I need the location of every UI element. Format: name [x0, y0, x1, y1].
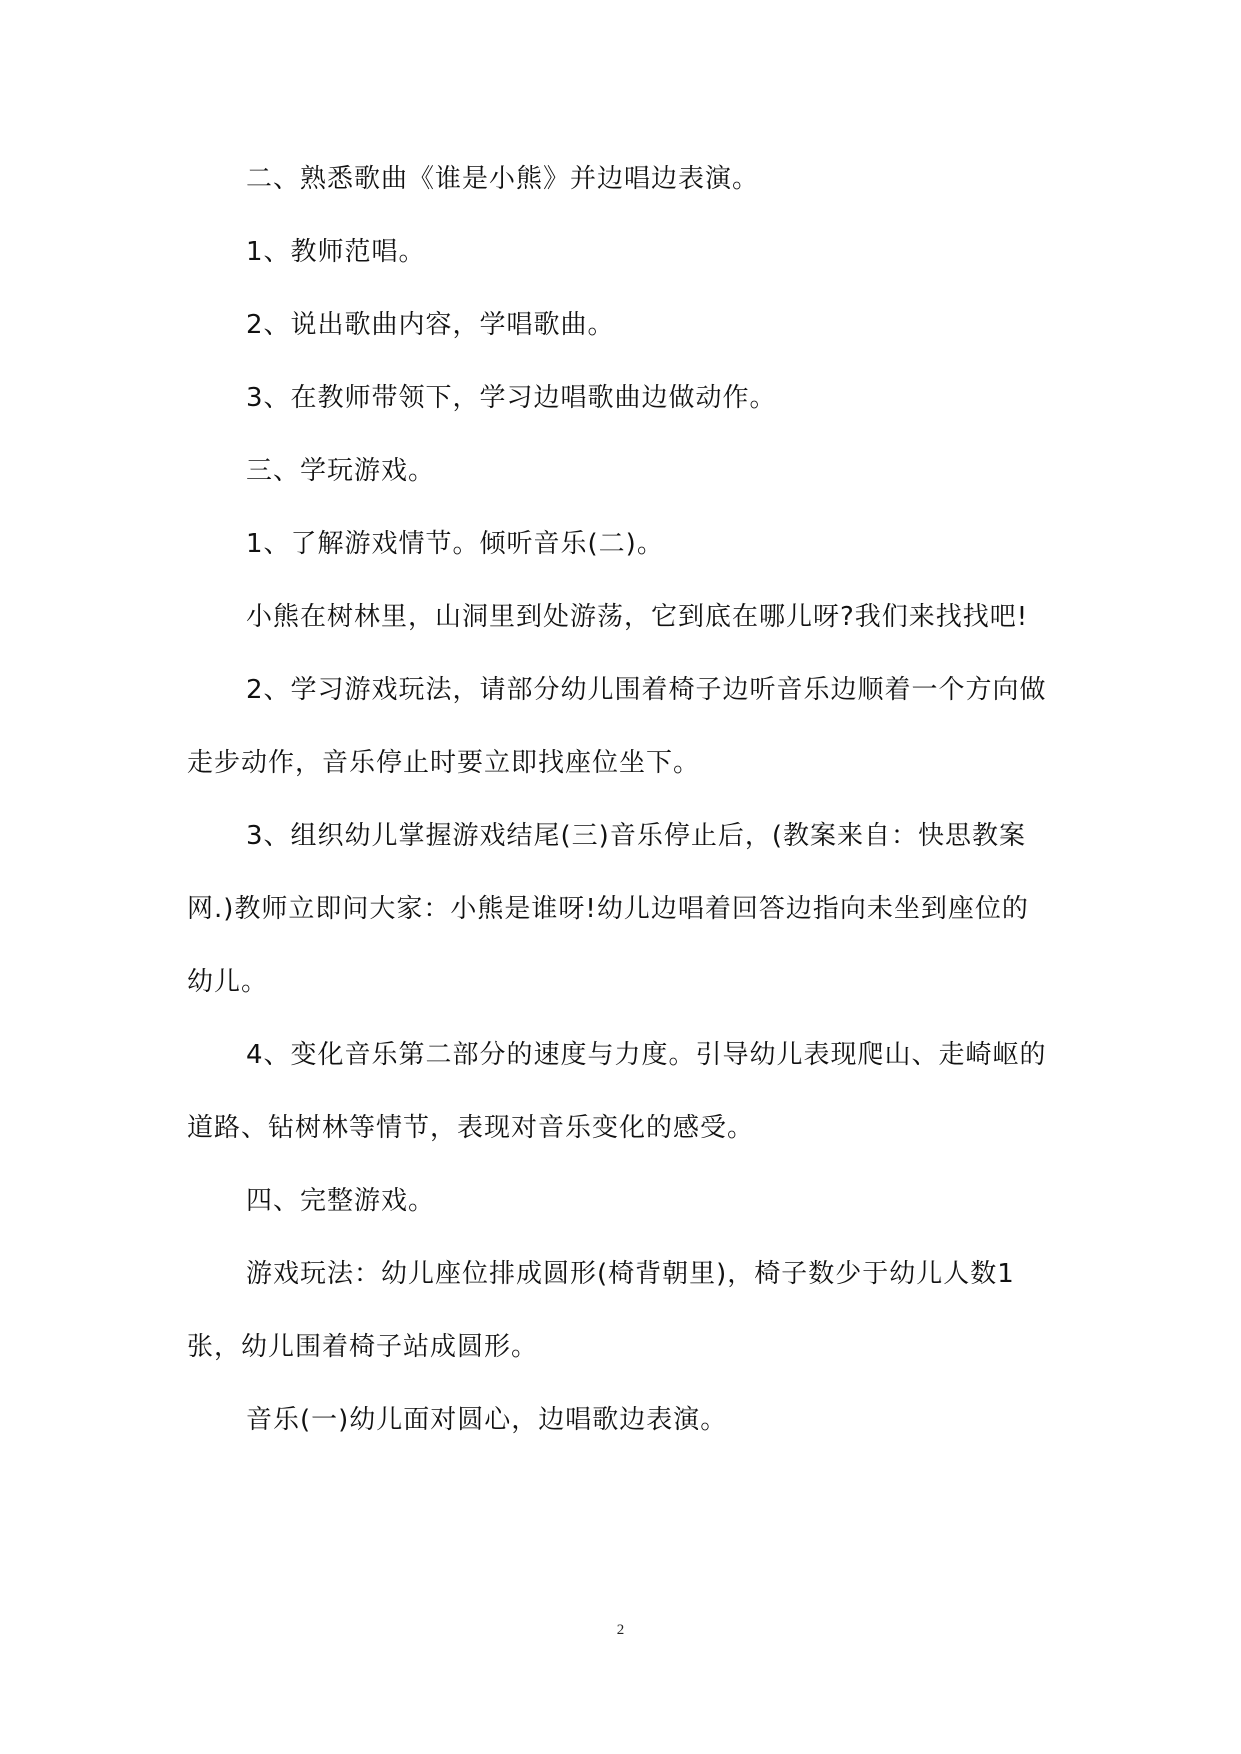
page-number: 2 [616, 1622, 625, 1638]
list-item: 3、组织幼儿掌握游戏结尾(三)音乐停止后，(教案来自：快思教案网.)教师立即问大家：小熊是谁呀!幼儿边唱着回答边指向未坐到座位的幼儿。 [187, 821, 1029, 997]
list-item: 4、变化音乐第二部分的速度与力度。引导幼儿表现爬山、走崎岖的道路、钻树林等情节，表现对音乐变化的感受。 [187, 1040, 1047, 1143]
section-heading-2: 二、熟悉歌曲《谁是小熊》并边唱边表演。 [246, 164, 760, 194]
document-body [187, 143, 1053, 1457]
body-paragraph: 音乐(一)幼儿面对圆心，边唱歌边表演。 [246, 1405, 728, 1435]
list-item: 2、学习游戏玩法，请部分幼儿围着椅子边听音乐边顺着一个方向做走步动作，音乐停止时要立即找座位坐下。 [187, 675, 1047, 778]
body-paragraph: 游戏玩法：幼儿座位排成圆形(椅背朝里)，椅子数少于幼儿人数1张，幼儿围着椅子站成圆形。 [187, 1259, 1015, 1362]
list-item: 1、教师范唱。 [246, 237, 426, 267]
list-item: 1、了解游戏情节。倾听音乐(二)。 [246, 529, 664, 559]
section-heading-3: 三、学玩游戏。 [246, 456, 436, 486]
body-paragraph: 小熊在树林里，山洞里到处游荡，它到底在哪儿呀?我们来找找吧! [246, 602, 1029, 632]
section-heading-4: 四、完整游戏。 [246, 1186, 436, 1216]
list-item: 3、在教师带领下，学习边唱歌曲边做动作。 [246, 383, 777, 413]
list-item: 2、说出歌曲内容，学唱歌曲。 [246, 310, 615, 340]
